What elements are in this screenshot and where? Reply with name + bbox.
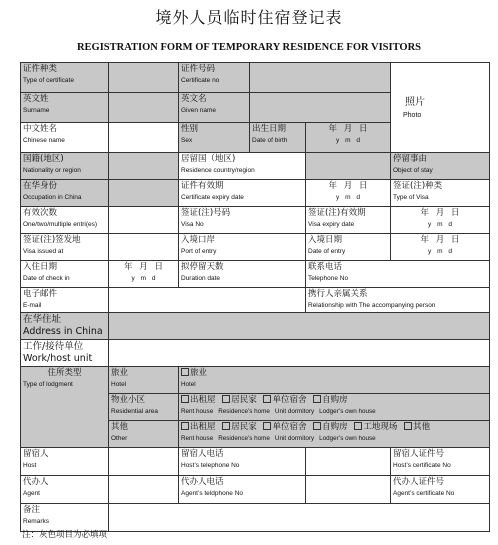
visa-expiry-input[interactable]: 年 月 日 y m d: [391, 207, 490, 234]
agent-input[interactable]: [109, 476, 179, 504]
given-name-label: 英文名 Given name: [179, 93, 250, 123]
date-of-entry-label: 入境日期 Date of entry: [306, 234, 391, 261]
other-construction-site-checkbox[interactable]: [354, 422, 362, 430]
other-residence-home-checkbox[interactable]: [222, 422, 230, 430]
form-title-english: REGISTRATION FORM OF TEMPORARY RESIDENCE FOR VISITORS: [76, 42, 422, 53]
other-options: 出租屋 居民家 单位宿舍 自购房 工地现场 其他 Rent house Residence’s home Unit dormitory Lodger’s own house: [179, 421, 490, 448]
surname-label: 英文姓 Surname: [21, 93, 109, 123]
photo-box: 照片 Photo: [391, 63, 490, 153]
residential-own-house-checkbox[interactable]: [313, 395, 321, 403]
visa-issued-label: 签证(注)签发地 Visa issued at: [21, 234, 109, 261]
remarks-label: 备注 Remarks: [21, 504, 109, 532]
host-telephone-label: 留宿人电话 Host’s telephone No: [179, 448, 306, 476]
email-label: 电子邮件 E-mail: [21, 288, 109, 313]
agent-label: 代办人 Agent: [21, 476, 109, 504]
visa-expiry-label: 签证(注)有效期 Visa expiry date: [306, 207, 391, 234]
residential-residence-home-checkbox[interactable]: [222, 395, 230, 403]
chinese-name-input[interactable]: [109, 123, 179, 153]
cert-no-label: 证件号码 Certificate no: [179, 63, 250, 93]
visa-issued-input[interactable]: [109, 234, 179, 261]
remarks-input[interactable]: [109, 504, 490, 532]
host-certificate-label: 留宿人证件号 Host’s certificate No: [391, 448, 490, 476]
email-input[interactable]: [109, 288, 306, 313]
nationality-input[interactable]: [109, 153, 179, 180]
dob-input[interactable]: 年 月 日 y m d: [306, 123, 391, 153]
host-label: 留宿人 Host: [21, 448, 109, 476]
object-of-stay-label: 停留事由 Object of stay: [391, 153, 490, 180]
nationality-label: 国籍(地区) Nationality or region: [21, 153, 109, 180]
registration-form-table: [20, 62, 490, 532]
address-input[interactable]: [109, 313, 490, 340]
dob-label: 出生日期 Date of birth: [250, 123, 306, 153]
given-name-input[interactable]: [250, 93, 391, 123]
cert-expiry-input[interactable]: 年 月 日 y m d: [306, 180, 391, 207]
agent-telephone-label: 代办人电话 Agent’s teldphone No: [179, 476, 306, 504]
sex-label: 性别 Sex: [179, 123, 250, 153]
other-other-checkbox[interactable]: [404, 422, 412, 430]
residence-country-label: 居留国（地区) Residence country/region: [179, 153, 306, 180]
surname-input[interactable]: [109, 93, 179, 123]
visa-type-label: 签证(注)种类 Type of Visa: [391, 180, 490, 207]
other-rent-house-checkbox[interactable]: [181, 422, 189, 430]
relationship-label: 携行人亲属关系 Relationship with The accompanying person: [306, 288, 490, 313]
work-unit-label: 工作/接待单位 Work/host unit: [21, 340, 109, 367]
hotel-checkbox[interactable]: [181, 368, 189, 376]
hotel-option[interactable]: 旅业 Hotel: [179, 367, 490, 394]
other-unit-dormitory-checkbox[interactable]: [263, 422, 271, 430]
agent-certificate-label: 代办人证件号 Agent’s certificate No: [391, 476, 490, 504]
residential-rent-house-checkbox[interactable]: [181, 395, 189, 403]
cert-type-input[interactable]: [109, 63, 179, 93]
chinese-name-label: 中文姓名 Chinese name: [21, 123, 109, 153]
work-unit-input[interactable]: [109, 340, 490, 367]
agent-telephone-input[interactable]: [306, 476, 391, 504]
entries-input[interactable]: [109, 207, 179, 234]
host-telephone-input[interactable]: [306, 448, 391, 476]
check-in-input[interactable]: 年 月 日 y m d: [109, 261, 179, 288]
residence-country-input[interactable]: [306, 153, 391, 180]
visa-no-label: 签证(注)号码 Visa No: [179, 207, 306, 234]
cert-no-input[interactable]: [250, 63, 391, 93]
occupation-label: 在华身份 Occupation in China: [21, 180, 109, 207]
required-fields-note: 注：灰色项目为必填项: [22, 530, 108, 540]
residential-area-label: 物业小区 Residential area: [109, 394, 179, 421]
other-own-house-checkbox[interactable]: [313, 422, 321, 430]
duration-label: 拟停留天数 Duration date: [179, 261, 306, 288]
form-title-chinese: 境外人员临时住宿登记表: [155, 8, 343, 27]
telephone-label: 联系电话 Telephone No: [306, 261, 490, 288]
address-label: 在华住址 Address in China: [21, 313, 109, 340]
hotel-label: 旅业 Hotel: [109, 367, 179, 394]
residential-options: 出租屋 居民家 单位宿舍 自购房 Rent house Residence’s home Unit dormitory Lodger’s own house: [179, 394, 490, 421]
host-input[interactable]: [109, 448, 179, 476]
lodgment-type-label: 住所类型 Type of lodgment: [21, 367, 109, 448]
cert-expiry-label: 证件有效期 Certificate expiry date: [179, 180, 306, 207]
residential-unit-dormitory-checkbox[interactable]: [263, 395, 271, 403]
port-of-entry-label: 入境口岸 Port of entry: [179, 234, 306, 261]
entries-label: 有效次数 One/two/multiple entri(es): [21, 207, 109, 234]
date-of-entry-input[interactable]: 年 月 日 y m d: [391, 234, 490, 261]
cert-type-label: 证件种类 Type of certificate: [21, 63, 109, 93]
occupation-input[interactable]: [109, 180, 179, 207]
check-in-label: 入住日期 Date of check in: [21, 261, 109, 288]
other-lodgment-label: 其他 Other: [109, 421, 179, 448]
